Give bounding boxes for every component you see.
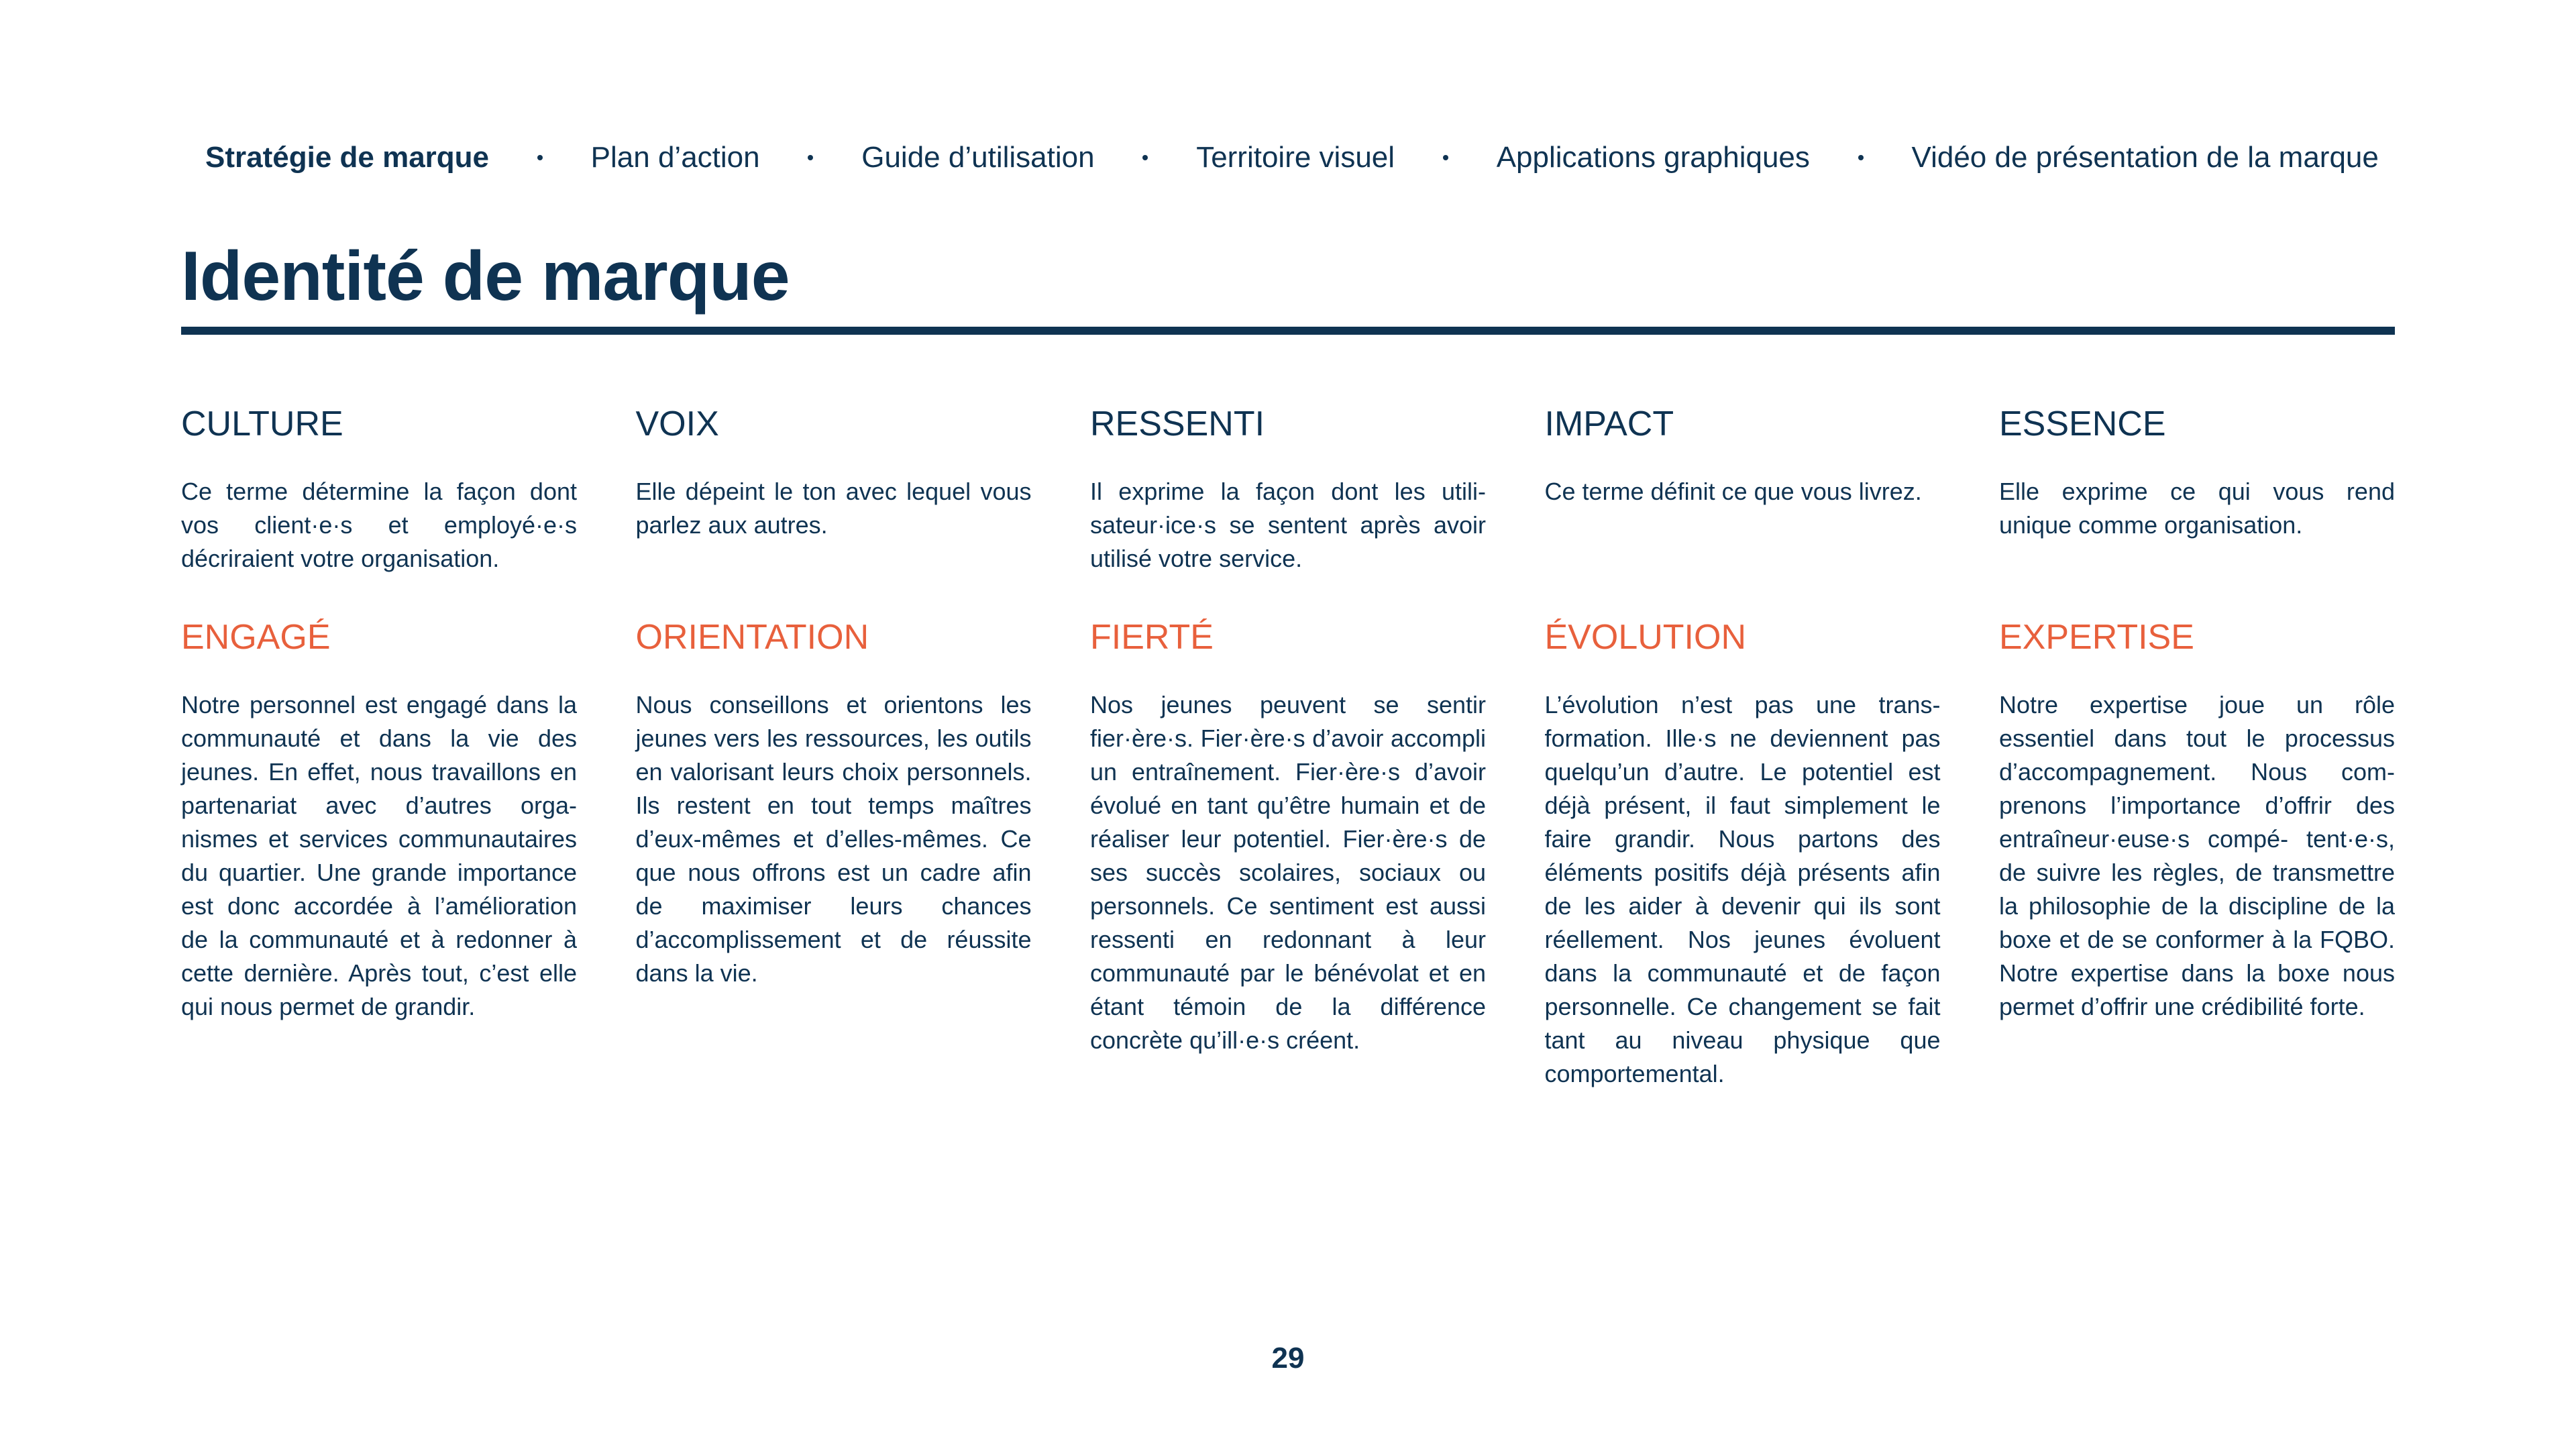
nav-item-guide-utilisation[interactable]: Guide d’utilisation <box>861 141 1095 174</box>
nav-separator-dot <box>808 155 813 160</box>
column-definition: Elle dépeint le ton avec lequel vous parlez aux autres. <box>635 478 1032 539</box>
value-heading: ORIENTATION <box>635 618 869 657</box>
value-description: Notre expertise joue un rôle essentiel dans tout le processus d’accompagnement. Nous com- prenons l’importance d’offrir des entraîneur·euse·s compé- tent·e·s, de suivre les règles, de transmettre la philosophie de la discipline de la boxe et de se conformer à la FQBO. Notre expertise dans la boxe nous permet d’offrir une crédibilité forte. <box>1999 691 2395 1020</box>
column-impact <box>1545 399 1941 1091</box>
column-culture <box>181 399 577 1091</box>
column-heading: ESSENCE <box>1999 405 2166 443</box>
title-underline-divider <box>181 327 2395 335</box>
column-essence <box>1999 399 2395 1091</box>
column-definition: Ce terme détermine la façon dont vos client·e·s et employé·e·s décriraient votre organisation. <box>181 478 577 572</box>
value-heading: ENGAGÉ <box>181 618 331 657</box>
column-definition: Il exprime la façon dont les utili- sateur·ice·s se sentent après avoir utilisé votre service. <box>1090 478 1486 572</box>
nav-separator-dot <box>1142 155 1148 160</box>
column-heading: RESSENTI <box>1090 405 1265 443</box>
page-title: Identité de marque <box>181 237 790 315</box>
nav-item-plan-action[interactable]: Plan d’action <box>590 141 760 174</box>
column-definition: Elle exprime ce qui vous rend unique comme organisation. <box>1999 478 2395 539</box>
nav-separator-dot <box>537 155 543 160</box>
value-description: Notre personnel est engagé dans la communauté et dans la vie des jeunes. En effet, nous travaillons en partenariat avec d’autres orga- nismes et services communautaires du quartier. Une grande importance est donc accordée à l’amélioration de la communauté et à redonner à cette dernière. Après tout, c’est elle qui nous permet de grandir. <box>181 691 577 1020</box>
value-description: Nous conseillons et orientons les jeunes vers les ressources, les outils en valorisant leurs choix personnels. Ils restent en tout temps maîtres d’eux-mêmes et d’elles-mêmes. Ce que nous offrons est un cadre afin de maximiser leurs chances d’accomplissement et de réussite dans la vie. <box>635 691 1032 987</box>
column-heading: VOIX <box>635 405 719 443</box>
nav-separator-dot <box>1858 155 1864 160</box>
column-definition: Ce terme définit ce que vous livrez. <box>1544 478 1922 505</box>
column-voix <box>636 399 1032 1091</box>
brand-identity-grid <box>181 399 2395 1091</box>
value-heading: FIERTÉ <box>1090 618 1214 657</box>
column-heading: CULTURE <box>181 405 343 443</box>
value-description: L’évolution n’est pas une trans- formation. Ille·s ne deviennent pas quelqu’un d’autre. Le potentiel est déjà présent, il faut simplement le faire grandir. Nous partons des éléments positifs déjà présents afin de les aider à devenir qui ils sont réellement. Nos jeunes évoluent dans la communauté et de façon personnelle. Ce changement se fait tant au niveau physique que comportemental. <box>1544 691 1941 1087</box>
nav-separator-dot <box>1443 155 1448 160</box>
value-heading: ÉVOLUTION <box>1544 618 1746 657</box>
nav-item-strategie-de-marque[interactable]: Stratégie de marque <box>205 141 490 174</box>
top-navigation <box>205 138 2379 178</box>
value-heading: EXPERTISE <box>1999 618 2194 657</box>
nav-item-video-presentation[interactable]: Vidéo de présentation de la marque <box>1911 141 2379 174</box>
page-number: 29 <box>1271 1342 1305 1375</box>
nav-item-applications-graphiques[interactable]: Applications graphiques <box>1496 141 1810 174</box>
column-ressenti <box>1090 399 1486 1091</box>
column-heading: IMPACT <box>1544 405 1674 443</box>
nav-item-territoire-visuel[interactable]: Territoire visuel <box>1196 141 1395 174</box>
value-description: Nos jeunes peuvent se sentir fier·ère·s. Fier·ère·s d’avoir accompli un entraînement. Fier·ère·s d’avoir évolué en tant qu’être humain et de réaliser leur potentiel. Fier·ère·s de ses succès scolaires, sociaux ou personnels. Ce sentiment est aussi ressenti en redonnant à leur communauté par le bénévolat et en étant témoin de la différence concrète qu’ill·e·s créent. <box>1090 691 1486 1054</box>
